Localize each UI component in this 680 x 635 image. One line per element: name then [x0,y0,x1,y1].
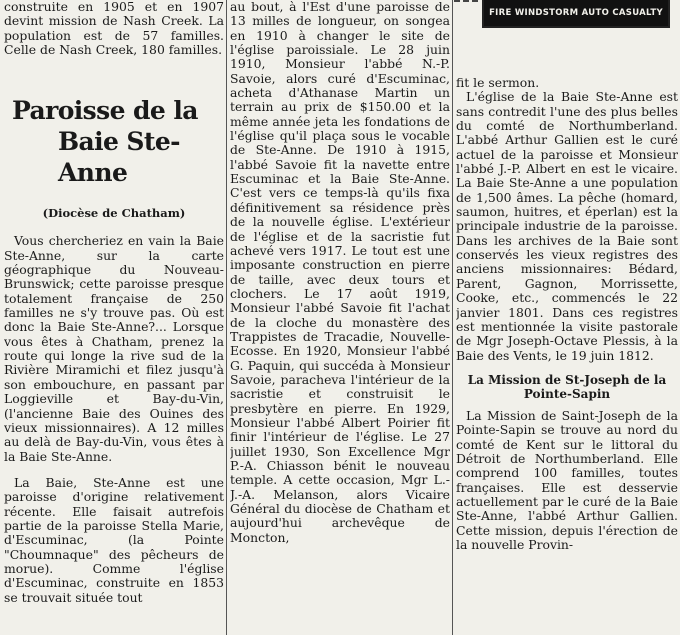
article-paragraph: La Baie, Ste-Anne est une paroisse d'origine relativement récente. Elle faisait autrefois partie de la paroisse Stella Marie, d'Escuminac, (la Pointe "Choumnaque" des pêcheurs de morue). Comme l'église d'Escuminac, construite en 1853 se trouvait située tout [4,474,224,605]
article-headline-line1: Paroisse de la [12,96,198,126]
article-paragraph: La Mission de Saint-Joseph de la Pointe-Sapin se trouve au nord du comté de Kent sur le littoral du Détroit de Northumberland. Elle comprend 100 familles, toutes françaises. Elle est desservie actuellement par le curé de la Baie Ste-Anne, l'abbé Arthur Gallien. Cette mission, depuis l'érection de la nouvelle Provin- [456,407,678,552]
column-rule [452,0,453,635]
column-rule [226,0,227,635]
diocese-subheading: (Diocèse de Chatham) [42,206,186,221]
column-middle [230,0,450,635]
column-left [4,0,224,635]
article-tail-text: construite en 1905 et en 1907 devint mission de Nash Creek. La population est de 57 familles. Celle de Nash Creek, 180 familles. [4,0,224,58]
article-headline-line2: Baie Ste-Anne [58,127,180,188]
article-paragraph: Vous chercheriez en vain la Baie Ste-Anne, sur la carte géographique du Nouveau-Brunswick; cette paroisse presque totalement française de 250 familles ne s'y trouve pas. Où est donc la Baie Ste-Anne?... Lorsque vous êtes à Chatham, prenez la route qui longe la rive sud de la Rivière Miramichi et filez jusqu'à son embouchure, en passant par Loggieville et Bay-du-Vin, (l'ancienne Baie des Ouines des vieux missionnaires). A 12 milles au delà de Bay-du-Vin, vous êtes à la Baie Ste-Anne. [4,233,224,464]
mission-subheading: La Mission de St-Joseph de la Pointe-Sapin [467,372,667,401]
column-right [456,0,678,635]
article-paragraph: fit le sermon. [456,75,540,90]
article-paragraph: au bout, à l'Est d'une paroisse de 13 milles de longueur, on songea en 1910 à changer le site de l'église paroissiale. Le 28 juin 1910, Monsieur l'abbé N.-P. Savoie, alors curé d'Escuminac, acheta d'Athanase Martin un terrain au prix de $150.00 et la même année jeta les fondations de l'église qu'il plaça sous le vocable de Ste-Anne. De 1910 à 1915, l'abbé Savoie fit la navette entre Escuminac et la Baie Ste-Anne. C'est vers ce temps-là qu'ils fixa définitivement sa résidence près de la nouvelle église. L'extérieur de l'église et de la sacristie fut achevé vers 1917. Le tout est une imposante construction en pierre de taille, avec deux tours et clochers. Le 17 août 1919, Monsieur l'abbé Savoie fit l'achat de la cloche du monastère des Trappistes de Tracadie, Nouvelle-Ecosse. En 1920, Monsieur l'abbé G. Paquin, qui succéda à Monsieur Savoie, paracheva l'intérieur de la sacristie et construisit le presbytère en pierre. En 1929, Monsieur l'abbé Albert Poirier fit finir l'intérieur de l'église. Le 27 juillet 1930, Son Excellence Mgr P.-A. Chiasson bénit le nouveau temple. A cette occasion, Mgr L.-J.-A. Melanson, alors Vicaire Général du diocèse de Chatham et aujourd'hui archevêque de Moncton, [230,0,450,545]
banner-text: FIRE WINDSTORM AUTO CASUALTY [489,8,663,18]
article-paragraph: L'église de la Baie Ste-Anne est sans contredit l'une des plus belles du comté de Northumberland. L'abbé Arthur Gallien est le curé actuel de la paroisse et Monsieur l'abbé J.-P. Albert en est le vicaire. La Baie Ste-Anne a une population de 1,500 âmes. La pêche (homard, saumon, huitres, et éperlan) est la principale industrie de la paroisse. Dans les archives de la Baie sont conservés les vieux registres des anciens missionnaires: Bédard, Parent, Gagnon, Morrissette, Cooke, etc., commencés le 22 janvier 1801. Dans ces registres est mentionnée la visite pastorale de Mgr Joseph-Octave Plessis, à la Baie des Vents, le 19 juin 1812. [456,89,678,363]
